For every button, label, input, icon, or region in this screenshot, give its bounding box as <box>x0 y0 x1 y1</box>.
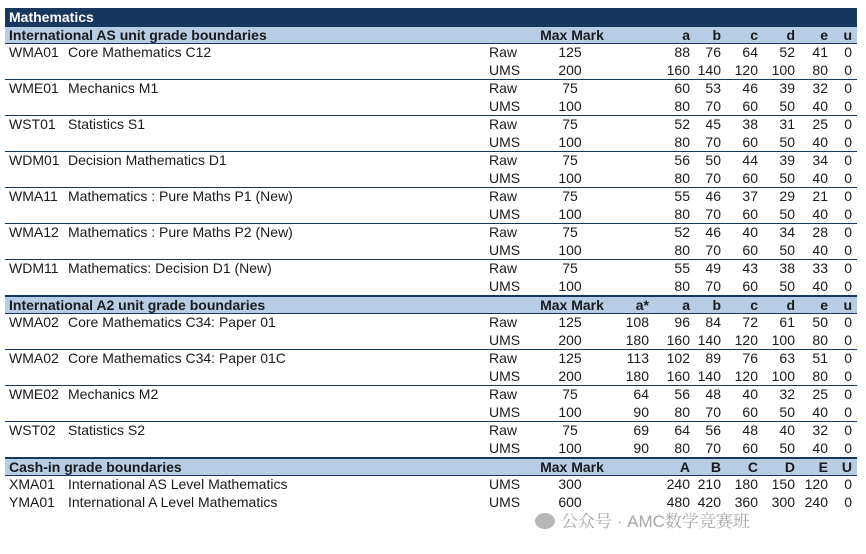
grade-value: 90 <box>633 439 649 456</box>
grade-value: 210 <box>697 476 721 492</box>
grade-value: 90 <box>633 403 649 420</box>
grade-value: 50 <box>705 152 721 168</box>
unit-name: Mathematics: Decision D1 (New) <box>68 260 272 276</box>
grade-value: 70 <box>705 277 721 294</box>
raw-label: Raw <box>489 116 518 132</box>
grade-value: 60 <box>742 97 758 114</box>
grade-value: 80 <box>674 439 690 456</box>
unit-block <box>5 260 857 296</box>
unit-block <box>5 80 857 116</box>
grade-value: 70 <box>705 133 721 150</box>
max-mark: 75 <box>562 80 578 96</box>
grade-value: 50 <box>779 133 795 150</box>
ums-label: UMS <box>489 241 521 258</box>
section-title: International A2 unit grade boundaries <box>9 297 266 313</box>
grade-value: 0 <box>844 133 852 150</box>
grade-value: 0 <box>844 403 852 420</box>
ums-label: UMS <box>489 476 521 492</box>
grade-value: 160 <box>666 61 690 78</box>
ums-label: UMS <box>489 331 521 348</box>
grade-value: 102 <box>666 350 690 366</box>
grade-header: b <box>712 297 721 313</box>
raw-label: Raw <box>489 224 518 240</box>
grade-value: 0 <box>844 205 852 222</box>
grade-value: 50 <box>779 277 795 294</box>
grade-value: 0 <box>844 331 852 348</box>
unit-raw-row <box>5 386 857 404</box>
unit-name: Mathematics : Pure Maths P1 (New) <box>68 188 293 204</box>
as-section <box>5 26 857 296</box>
grade-value: 40 <box>812 169 828 186</box>
grade-header: B <box>710 459 721 475</box>
unit-block <box>5 188 857 224</box>
unit-block <box>5 422 857 458</box>
grade-value: 40 <box>812 403 828 420</box>
grade-value: 60 <box>742 169 758 186</box>
unit-name: Core Mathematics C34: Paper 01 <box>68 314 276 330</box>
grade-value: 180 <box>625 331 649 348</box>
grade-value: 0 <box>844 277 852 294</box>
unit-code: WMA02 <box>9 350 59 366</box>
grade-value: 240 <box>804 493 828 510</box>
max-mark: 200 <box>558 61 582 78</box>
max-mark: 100 <box>558 133 582 150</box>
grade-value: 39 <box>779 80 795 96</box>
unit-block <box>5 224 857 260</box>
grade-value: 56 <box>674 386 690 402</box>
grade-value: 80 <box>812 367 828 384</box>
grade-value: 38 <box>742 116 758 132</box>
ums-label: UMS <box>489 439 521 456</box>
grade-value: 40 <box>812 133 828 150</box>
unit-ums-row <box>5 404 857 422</box>
grade-value: 150 <box>771 476 795 492</box>
grade-value: 480 <box>666 493 690 510</box>
unit-raw-row <box>5 260 857 278</box>
grade-value: 53 <box>705 80 721 96</box>
unit-block <box>5 386 857 422</box>
grade-value: 0 <box>844 350 852 366</box>
max-mark: 75 <box>562 224 578 240</box>
max-mark: 75 <box>562 422 578 438</box>
cashin-section <box>5 458 857 511</box>
cashin-row <box>5 494 857 512</box>
section-title: Cash-in grade boundaries <box>9 459 182 475</box>
qualification-code: XMA01 <box>9 476 55 492</box>
unit-name: Core Mathematics C34: Paper 01C <box>68 350 286 366</box>
grade-value: 50 <box>779 205 795 222</box>
unit-raw-row <box>5 350 857 368</box>
grade-value: 100 <box>771 61 795 78</box>
grade-value: 180 <box>625 367 649 384</box>
max-mark: 100 <box>558 241 582 258</box>
wechat-icon <box>535 513 555 529</box>
grade-value: 0 <box>844 152 852 168</box>
max-mark: 300 <box>558 476 582 492</box>
unit-ums-row <box>5 98 857 116</box>
grade-value: 52 <box>674 116 690 132</box>
grade-value: 0 <box>844 188 852 204</box>
grade-value: 48 <box>742 422 758 438</box>
unit-raw-row <box>5 422 857 440</box>
grade-value: 0 <box>844 422 852 438</box>
grade-value: 51 <box>812 350 828 366</box>
grade-value: 240 <box>666 476 690 492</box>
grade-value: 55 <box>674 260 690 276</box>
grade-header: E <box>818 459 828 475</box>
grade-header: c <box>750 27 758 43</box>
max-mark: 125 <box>558 44 582 60</box>
grade-value: 50 <box>779 241 795 258</box>
section-header <box>5 26 857 44</box>
qualification-name: International A Level Mathematics <box>68 493 278 510</box>
max-mark: 200 <box>558 331 582 348</box>
ums-label: UMS <box>489 97 521 114</box>
grade-value: 84 <box>705 314 721 330</box>
unit-ums-row <box>5 440 857 458</box>
grade-value: 25 <box>812 386 828 402</box>
grade-header: a <box>682 27 690 43</box>
grade-value: 32 <box>779 386 795 402</box>
unit-code: WMA01 <box>9 44 59 60</box>
grade-value: 80 <box>674 403 690 420</box>
unit-block <box>5 44 857 80</box>
raw-label: Raw <box>489 44 518 60</box>
max-mark-header: Max Mark <box>540 27 604 43</box>
grade-value: 32 <box>812 422 828 438</box>
grade-value: 50 <box>812 314 828 330</box>
a2-section <box>5 296 857 458</box>
grade-value: 76 <box>742 350 758 366</box>
grade-header: A <box>679 459 690 475</box>
grade-value: 140 <box>697 331 721 348</box>
grade-header: a <box>682 297 690 313</box>
grade-value: 33 <box>812 260 828 276</box>
grade-value: 37 <box>742 188 758 204</box>
grade-value: 64 <box>674 422 690 438</box>
ums-label: UMS <box>489 169 521 186</box>
grade-value: 0 <box>844 44 852 60</box>
grade-value: 41 <box>812 44 828 60</box>
grade-value: 100 <box>771 367 795 384</box>
grade-header: e <box>820 27 828 43</box>
grade-header: c <box>750 297 758 313</box>
ums-label: UMS <box>489 277 521 294</box>
unit-name: Core Mathematics C12 <box>68 44 212 60</box>
grade-value: 60 <box>742 241 758 258</box>
unit-code: WMA12 <box>9 224 59 240</box>
max-mark: 100 <box>558 97 582 114</box>
raw-label: Raw <box>489 80 518 96</box>
max-mark: 75 <box>562 386 578 402</box>
grade-value: 0 <box>844 97 852 114</box>
grade-value: 28 <box>812 224 828 240</box>
grade-value: 100 <box>771 331 795 348</box>
grade-value: 60 <box>742 403 758 420</box>
grade-value: 61 <box>779 314 795 330</box>
grade-value: 60 <box>674 80 690 96</box>
grade-value: 120 <box>804 476 828 492</box>
grade-value: 64 <box>742 44 758 60</box>
grade-value: 40 <box>779 422 795 438</box>
raw-label: Raw <box>489 314 518 330</box>
grade-value: 40 <box>812 97 828 114</box>
grade-value: 69 <box>633 422 649 438</box>
grade-value: 50 <box>779 403 795 420</box>
page-title: Mathematics <box>5 8 857 26</box>
grade-value: 70 <box>705 241 721 258</box>
grade-value: 80 <box>674 277 690 294</box>
unit-ums-row <box>5 278 857 296</box>
watermark-text: 公众号 · AMC数学竞赛班 <box>561 512 750 531</box>
grade-value: 52 <box>674 224 690 240</box>
grade-value: 70 <box>705 205 721 222</box>
grade-value: 44 <box>742 152 758 168</box>
grade-value: 46 <box>705 188 721 204</box>
grade-header: D <box>784 459 795 475</box>
grade-header: C <box>747 459 758 475</box>
grade-header: u <box>843 297 852 313</box>
grade-value: 120 <box>734 331 758 348</box>
ums-label: UMS <box>489 403 521 420</box>
grade-value: 46 <box>705 224 721 240</box>
grade-header: u <box>843 27 852 43</box>
max-mark: 75 <box>562 152 578 168</box>
grade-value: 120 <box>734 61 758 78</box>
grade-value: 49 <box>705 260 721 276</box>
grade-value: 34 <box>812 152 828 168</box>
unit-raw-row <box>5 44 857 62</box>
grade-value: 38 <box>779 260 795 276</box>
grade-value: 56 <box>674 152 690 168</box>
grade-value: 80 <box>674 205 690 222</box>
max-mark-header: Max Mark <box>540 297 604 313</box>
max-mark: 75 <box>562 116 578 132</box>
cashin-row <box>5 476 857 494</box>
grade-value: 34 <box>779 224 795 240</box>
grade-header: d <box>786 27 795 43</box>
grade-value: 25 <box>812 116 828 132</box>
grade-value: 360 <box>734 493 758 510</box>
max-mark: 75 <box>562 260 578 276</box>
grade-value: 46 <box>742 80 758 96</box>
unit-ums-row <box>5 170 857 188</box>
grade-value: 63 <box>779 350 795 366</box>
grade-value: 50 <box>779 97 795 114</box>
grade-value: 0 <box>844 260 852 276</box>
unit-block <box>5 152 857 188</box>
ums-label: UMS <box>489 367 521 384</box>
grade-value: 21 <box>812 188 828 204</box>
grade-value: 40 <box>812 241 828 258</box>
grade-value: 120 <box>734 367 758 384</box>
grade-value: 300 <box>771 493 795 510</box>
grade-value: 56 <box>705 422 721 438</box>
unit-name: Mechanics M2 <box>68 386 159 402</box>
grade-value: 0 <box>844 61 852 78</box>
unit-code: WMA11 <box>9 188 58 204</box>
unit-ums-row <box>5 62 857 80</box>
grade-value: 43 <box>742 260 758 276</box>
grade-value: 0 <box>844 169 852 186</box>
unit-code: WST02 <box>9 422 56 438</box>
max-mark: 100 <box>558 403 582 420</box>
grade-value: 50 <box>779 169 795 186</box>
grade-value: 140 <box>697 61 721 78</box>
unit-code: WMA02 <box>9 314 59 330</box>
ums-label: UMS <box>489 205 521 222</box>
unit-code: WDM01 <box>9 152 60 168</box>
unit-name: Mechanics M1 <box>68 80 159 96</box>
max-mark: 100 <box>558 169 582 186</box>
max-mark: 75 <box>562 188 578 204</box>
grade-value: 0 <box>844 493 852 510</box>
grade-value: 80 <box>674 133 690 150</box>
unit-code: WST01 <box>9 116 56 132</box>
grade-value: 55 <box>674 188 690 204</box>
grade-value: 48 <box>705 386 721 402</box>
grade-value: 40 <box>742 386 758 402</box>
grade-value: 140 <box>697 367 721 384</box>
grade-value: 60 <box>742 439 758 456</box>
max-mark: 100 <box>558 205 582 222</box>
grade-value: 60 <box>742 277 758 294</box>
unit-code: WME01 <box>9 80 59 96</box>
raw-label: Raw <box>489 350 518 366</box>
grade-header: U <box>841 459 852 475</box>
grade-header: d <box>786 297 795 313</box>
grade-header: b <box>712 27 721 43</box>
grade-value: 80 <box>812 331 828 348</box>
grade-value: 0 <box>844 241 852 258</box>
grade-value: 70 <box>705 403 721 420</box>
qualification-name: International AS Level Mathematics <box>68 476 288 492</box>
grade-value: 108 <box>625 314 649 330</box>
grade-value: 80 <box>674 97 690 114</box>
unit-ums-row <box>5 206 857 224</box>
grade-value: 50 <box>779 439 795 456</box>
grade-value: 31 <box>779 116 795 132</box>
grade-value: 0 <box>844 314 852 330</box>
unit-block <box>5 350 857 386</box>
unit-ums-row <box>5 242 857 260</box>
grade-value: 40 <box>812 439 828 456</box>
grade-value: 40 <box>742 224 758 240</box>
grade-value: 0 <box>844 476 852 492</box>
grade-value: 29 <box>779 188 795 204</box>
unit-raw-row <box>5 224 857 242</box>
max-mark: 100 <box>558 277 582 294</box>
ums-label: UMS <box>489 133 521 150</box>
grade-value: 45 <box>705 116 721 132</box>
raw-label: Raw <box>489 188 518 204</box>
grade-value: 80 <box>812 61 828 78</box>
grade-value: 64 <box>633 386 649 402</box>
grade-value: 160 <box>666 331 690 348</box>
grade-value: 0 <box>844 80 852 96</box>
unit-name: Mathematics : Pure Maths P2 (New) <box>68 224 293 240</box>
max-mark: 200 <box>558 367 582 384</box>
unit-ums-row <box>5 134 857 152</box>
section-header <box>5 458 857 476</box>
grade-boundaries-page <box>5 8 857 511</box>
grade-value: 52 <box>779 44 795 60</box>
grade-value: 180 <box>734 476 758 492</box>
grade-value: 80 <box>674 241 690 258</box>
grade-value: 40 <box>812 277 828 294</box>
unit-code: WDM11 <box>9 260 59 276</box>
unit-raw-row <box>5 188 857 206</box>
grade-value: 0 <box>844 367 852 384</box>
qualification-code: YMA01 <box>9 493 55 510</box>
grade-value: 89 <box>705 350 721 366</box>
unit-name: Statistics S1 <box>68 116 146 132</box>
grade-value: 0 <box>844 224 852 240</box>
grade-value: 113 <box>626 350 649 366</box>
max-mark-header: Max Mark <box>540 459 604 475</box>
grade-value: 88 <box>674 44 690 60</box>
raw-label: Raw <box>489 422 518 438</box>
unit-raw-row <box>5 80 857 98</box>
unit-block <box>5 116 857 152</box>
max-mark: 125 <box>558 350 582 366</box>
grade-value: 60 <box>742 205 758 222</box>
max-mark: 100 <box>558 439 582 456</box>
unit-raw-row <box>5 116 857 134</box>
max-mark: 125 <box>558 314 582 330</box>
unit-name: Decision Mathematics D1 <box>68 152 227 168</box>
raw-label: Raw <box>489 260 518 276</box>
grade-value: 0 <box>844 439 852 456</box>
grade-value: 96 <box>674 314 690 330</box>
grade-header: e <box>820 297 828 313</box>
unit-ums-row <box>5 332 857 350</box>
grade-header: a* <box>635 297 649 313</box>
grade-value: 70 <box>705 169 721 186</box>
grade-value: 0 <box>844 116 852 132</box>
grade-value: 39 <box>779 152 795 168</box>
ums-label: UMS <box>489 61 521 78</box>
grade-value: 70 <box>705 97 721 114</box>
unit-name: Statistics S2 <box>68 422 146 438</box>
grade-value: 80 <box>674 169 690 186</box>
grade-value: 40 <box>812 205 828 222</box>
grade-value: 60 <box>742 133 758 150</box>
section-title: International AS unit grade boundaries <box>9 27 267 43</box>
section-header <box>5 296 857 314</box>
grade-value: 420 <box>697 493 721 510</box>
grade-value: 0 <box>844 386 852 402</box>
max-mark: 600 <box>558 493 582 510</box>
grade-value: 32 <box>812 80 828 96</box>
unit-block <box>5 314 857 350</box>
unit-code: WME02 <box>9 386 59 402</box>
raw-label: Raw <box>489 386 518 402</box>
grade-value: 72 <box>742 314 758 330</box>
unit-ums-row <box>5 368 857 386</box>
unit-raw-row <box>5 314 857 332</box>
unit-raw-row <box>5 152 857 170</box>
raw-label: Raw <box>489 152 518 168</box>
grade-value: 160 <box>666 367 690 384</box>
grade-value: 70 <box>705 439 721 456</box>
grade-value: 76 <box>705 44 721 60</box>
ums-label: UMS <box>489 493 521 510</box>
